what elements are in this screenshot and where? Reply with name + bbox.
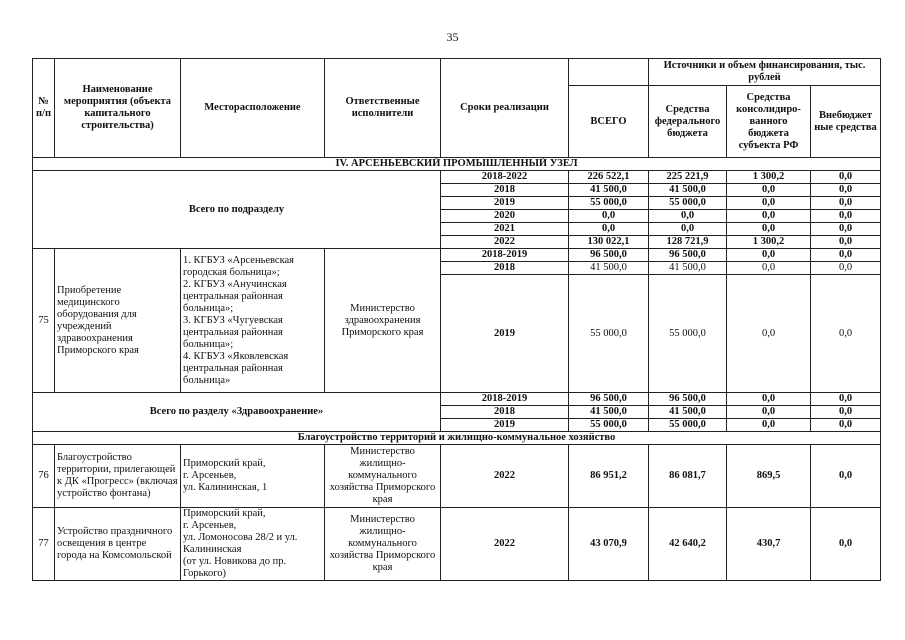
consolidated-cell: 0,0 [727,262,811,275]
total-cell: 0,0 [569,210,649,223]
period-cell: 2018-2022 [441,171,569,184]
total-cell: 226 522,1 [569,171,649,184]
federal-cell: 96 500,0 [649,393,727,406]
federal-cell: 225 221,9 [649,171,727,184]
header-federal: Средства федерального бюджета [649,86,727,158]
extra-cell: 0,0 [811,197,881,210]
item-75-no: 75 [33,249,55,393]
header-consolidated: Средства консолидиро-ванного бюджета субъекта РФ [727,86,811,158]
period-cell: 2019 [441,197,569,210]
extra-cell: 0,0 [811,184,881,197]
federal-cell: 0,0 [649,223,727,236]
item-75-location: 1. КГБУЗ «Арсеньевская городская больница»; 2. КГБУЗ «Анучинская центральная районная больница»; 3. КГБУЗ «Чугуевская центральная районная больница»; 4. КГБУЗ «Яковлевская центральная районная больница» [181,249,325,393]
extra-cell: 0,0 [811,236,881,249]
period-cell: 2018 [441,262,569,275]
extra-cell: 0,0 [811,508,881,581]
period-cell: 2021 [441,223,569,236]
extra-cell: 0,0 [811,445,881,508]
period-cell: 2020 [441,210,569,223]
federal-cell: 96 500,0 [649,249,727,262]
item-75-responsible: Министерство здравоохранения Приморского края [325,249,441,393]
total-cell: 86 951,2 [569,445,649,508]
page-number: 35 [446,30,459,44]
item-75-name: Приобретение медицинского оборудования для учреждений здравоохранения Приморского края [55,249,181,393]
table-row [33,171,881,184]
financing-table [32,58,881,581]
consolidated-cell: 0,0 [727,184,811,197]
federal-cell: 0,0 [649,210,727,223]
header-responsible: Ответственные исполнители [325,59,441,158]
table-row [33,508,881,581]
header-no: № п/п [33,59,55,158]
item-77-responsible: Министерство жилищно-коммунального хозяйства Приморского края [325,508,441,581]
period-cell: 2022 [441,508,569,581]
header-extra: Внебюджет ные средства [811,86,881,158]
consolidated-cell: 0,0 [727,223,811,236]
extra-cell: 0,0 [811,223,881,236]
total-cell: 41 500,0 [569,262,649,275]
period-cell: 2019 [441,419,569,432]
period-cell: 2018-2019 [441,249,569,262]
table-row [33,393,881,406]
item-76-name: Благоустройство территории, прилегающей к ДК «Прогресс» (включая устройство фонтана) [55,445,181,508]
federal-cell: 86 081,7 [649,445,727,508]
consolidated-cell: 0,0 [727,419,811,432]
extra-cell: 0,0 [811,406,881,419]
extra-cell: 0,0 [811,249,881,262]
period-cell: 2019 [441,275,569,393]
total-cell: 41 500,0 [569,184,649,197]
header-terms: Сроки реализации [441,59,569,158]
consolidated-cell: 1 300,2 [727,236,811,249]
total-cell: 55 000,0 [569,419,649,432]
period-cell: 2018 [441,184,569,197]
health-total-label: Всего по разделу «Здравоохранение» [33,393,441,432]
extra-cell: 0,0 [811,419,881,432]
item-77-location: Приморский край, г. Арсеньев, ул. Ломоносова 28/2 и ул. Калининская (от ул. Новикова до пр. Горького) [181,508,325,581]
total-cell: 41 500,0 [569,406,649,419]
extra-cell: 0,0 [811,393,881,406]
consolidated-cell: 1 300,2 [727,171,811,184]
total-cell: 55 000,0 [569,197,649,210]
consolidated-cell: 869,5 [727,445,811,508]
item-76-responsible: Министерство жилищно-коммунального хозяйства Приморского края [325,445,441,508]
period-cell: 2018-2019 [441,393,569,406]
total-cell: 96 500,0 [569,393,649,406]
federal-cell: 55 000,0 [649,275,727,393]
item-76-location: Приморский край, г. Арсеньев, ул. Калининская, 1 [181,445,325,508]
table-row [33,445,881,508]
consolidated-cell: 430,7 [727,508,811,581]
consolidated-cell: 0,0 [727,249,811,262]
total-cell: 0,0 [569,223,649,236]
extra-cell: 0,0 [811,275,881,393]
header-sources: Источники и объем финансирования, тыс. рублей [649,59,881,86]
header-location: Месторасположение [181,59,325,158]
period-cell: 2022 [441,445,569,508]
total-cell: 130 022,1 [569,236,649,249]
consolidated-cell: 0,0 [727,406,811,419]
period-cell: 2018 [441,406,569,419]
item-77-name: Устройство праздничного освещения в центре города на Комсомольской [55,508,181,581]
consolidated-cell: 0,0 [727,393,811,406]
item-77-no: 77 [33,508,55,581]
period-cell: 2022 [441,236,569,249]
table-row [33,249,881,262]
federal-cell: 42 640,2 [649,508,727,581]
extra-cell: 0,0 [811,171,881,184]
section-title: IV. АРСЕНЬЕВСКИЙ ПРОМЫШЛЕННЫЙ УЗЕЛ [33,158,881,171]
header-blank [569,59,649,86]
consolidated-cell: 0,0 [727,210,811,223]
federal-cell: 55 000,0 [649,197,727,210]
total-cell: 43 070,9 [569,508,649,581]
federal-cell: 41 500,0 [649,262,727,275]
consolidated-cell: 0,0 [727,197,811,210]
extra-cell: 0,0 [811,210,881,223]
section2-title: Благоустройство территорий и жилищно-коммунальное хозяйство [33,432,881,445]
federal-cell: 41 500,0 [649,406,727,419]
extra-cell: 0,0 [811,262,881,275]
federal-cell: 41 500,0 [649,184,727,197]
item-76-no: 76 [33,445,55,508]
subtotal-label: Всего по подразделу [33,171,441,249]
federal-cell: 55 000,0 [649,419,727,432]
header-name: Наименование мероприятия (объекта капитального строительства) [55,59,181,158]
total-cell: 55 000,0 [569,275,649,393]
header-total: ВСЕГО [569,86,649,158]
total-cell: 96 500,0 [569,249,649,262]
federal-cell: 128 721,9 [649,236,727,249]
consolidated-cell: 0,0 [727,275,811,393]
